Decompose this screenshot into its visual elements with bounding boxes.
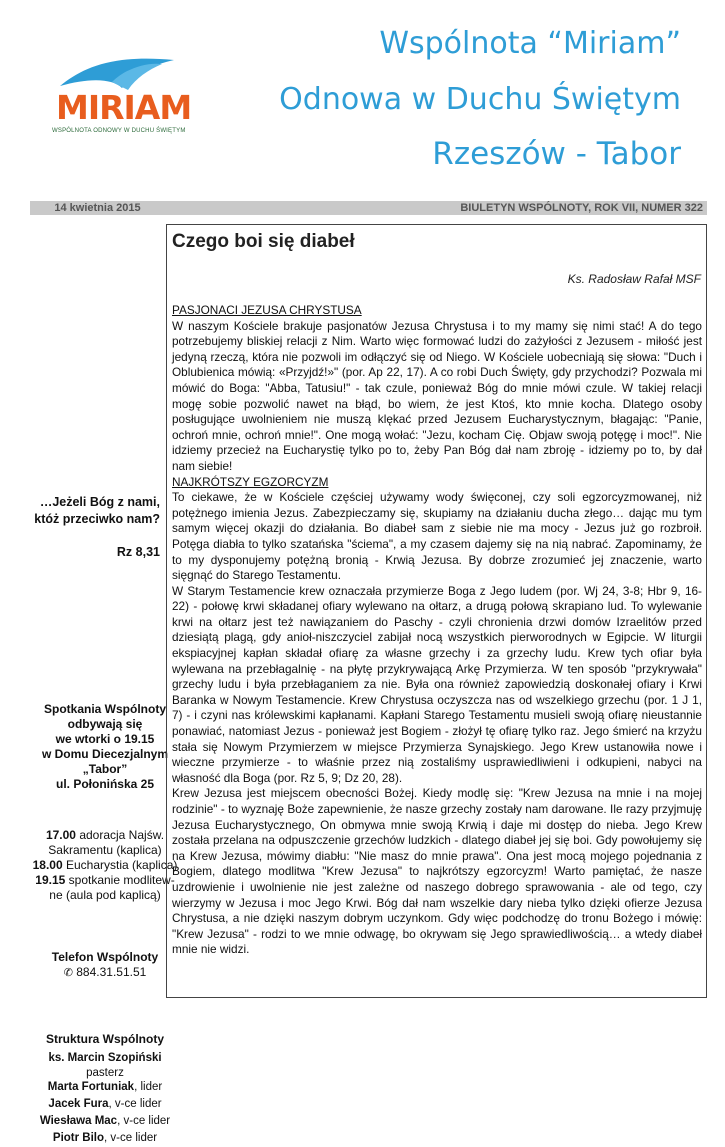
quote-reference: Rz 8,31 [116, 545, 160, 559]
article-paragraph: Krew Jezusa jest miejscem obecności Bożej. Kiedy modlę się: "Krew Jezusa na mnie i na mojej rodzinie" - to wyznaję Boże zapewnienie, że nasze grzechy zostały nam darowane. Ile razy przyjmuję Jezusa Eucharystycznego, On obmywa mnie swoją Krwią i daje mi dostęp do nieba. Jego Krew została przelana na odpuszczenie grzechów ludzkich - dlatego diabeł jej się boi. Gdy powołujemy się na Krew Jezusa, mówimy diabłu: "Nie masz do mnie prawa". Ona jest mocą mojego pojednania z Bogiem, dlatego modlitwa "Krew Jezusa" to najkrótszy egzorcyzm! Warto pamiętać, że nasze uzdrowienie i uwolnienie nie jest zależne od naszego dobrego sprawowania - ale od tego, czy wierzymy w Jezusa i moc Jego Krwi. Bóg dał nam wszelkie dary nieba tylko dzięki ofierze Jezusa Chrystusa, a nie dzięki naszym dobrym uczynkom. Gdy więc podchodzę do tronu Bożego i mówię: "Krew Jezusa" - rodzi to we mnie odwagę, bo okrywam się Jego sprawiedliwością… a wtedy diabeł mnie nie widzi. [172, 786, 702, 957]
schedule-line [30, 873, 180, 888]
section-heading: NAJKRÓTSZY EGZORCYZM [172, 474, 329, 489]
structure-member [30, 1067, 180, 1079]
quote-line: …Jeżeli Bóg z nami, [39, 495, 160, 509]
schedule-line [30, 858, 180, 873]
member-role: , v-ce lider [104, 1132, 158, 1144]
member-name: ks. Marcin Szopiński [48, 1052, 162, 1064]
schedule-time: 17.00 [45, 828, 76, 842]
logo-subtitle: WSPÓLNOTA ODNOWY W DUCHU ŚWIĘTYM [52, 128, 186, 134]
schedule-line [30, 828, 180, 843]
schedule [30, 828, 180, 903]
article-paragraph: To ciekawe, że w Kościele częściej używamy wody święconej, czy soli egzorcyzmowanej, niż potężnego imienia Jezus. Zabezpieczamy się, skupiamy na działaniu ducha złego… dając mu tym samym więcej okazji do działania. Bo diabeł sam z siebie nie ma mocy - Jezus już go rozbroił. Potęga diabła to tylko szatańska "ściema", a my czasem dajemy się na nią nabrać. Zapominamy, że to my dysponujemy potężną bronią - Krwią Jezusa. By dobrze zrozumieć jej znaczenie, warto sięgnąć do Starego Testamentu. [172, 490, 702, 583]
header-title-line1: Wspólnota “Miriam” [379, 26, 681, 61]
bulletin-number: BIULETYN WSPÓLNOTY, ROK VII, NUMER 322 [460, 202, 703, 214]
member-name: Marta Fortuniak [47, 1081, 135, 1093]
member-role: , v-ce lider [108, 1098, 162, 1110]
article-paragraph: W naszym Kościele brakuje pasjonatów Jezusa Chrystusa i to my mamy się nimi stać! A do tego potrzebujemy bliskiej relacji z Nim. Warto więc formować ludzi do zażyłości z Jezusem - miłość jest jedyną rzeczą, która nie pozwoli im odłączyć się od Niego. W Kościele uobecniają się słowa: "Duch i Oblubienica mówią: «Przyjdź!»" (por. Ap 22, 17). A co robi Duch Święty, gdy przychodzi? Pozwala mi mówić do Boga: "Abba, Tatusiu!" - tak czule, ponieważ Bóg do mnie mówi czule. W takiej relacji mogę sobie pozwolić nawet na błąd, bo wiem, że jest Ktoś, kto mnie kocha. Dlatego osoby posługujące uwolnieniem nie muszą klękać przed Jezusem Eucharystycznym, błagając: "Panie, ochroń mnie, ochroń mnie!". One mogą wołać: "Jezu, kocham Cię. Objaw swoją potęgę i moc!". Nie idziemy przecież na Eucharystię tylko po to, żeby Pan Bóg dał nam zbroję - idziemy po to, by dał nam siebie! [172, 318, 702, 473]
schedule-text: spotkanie modlitew- [65, 873, 175, 887]
community-structure [30, 1031, 180, 1147]
schedule-time: 19.15 [35, 873, 66, 887]
schedule-time: 18.00 [32, 858, 63, 872]
schedule-line [30, 843, 180, 858]
bulletin-bar [30, 201, 707, 215]
member-role: pasterz [86, 1067, 124, 1079]
structure-member [30, 1050, 180, 1067]
member-role: , lider [134, 1081, 163, 1093]
issue-date: 14 kwietnia 2015 [54, 202, 141, 214]
phone-icon: ✆ [63, 967, 73, 979]
meetings-line: we wtorki o 19.15 [55, 732, 155, 746]
header-title-line2: Odnowa w Duchu Świętym [279, 82, 681, 117]
meetings-line: w Domu Diecezjalnym [41, 747, 169, 761]
structure-member [30, 1096, 180, 1113]
phone-line [30, 965, 180, 981]
miriam-logo [52, 48, 192, 144]
logo-word: MIRIAM [56, 88, 192, 127]
phone-title: Telefon Wspólnoty [51, 950, 159, 964]
article-title: Czego boi się diabeł [172, 231, 355, 252]
sidebar [30, 224, 178, 1144]
quote-line: któż przeciwko nam? [34, 512, 160, 526]
article-paragraph: W Starym Testamencie krew oznaczała przymierze Boga z Jego ludem (por. Wj 24, 3-8; Hbr 9, 16-22) - połowę krwi składanej ofiary wylewano na ołtarz, a drugą połową skrapiano lud. To wylewanie krwi na ołtarz jest też nawiązaniem do Paschy - czyli chronienia drzwi domów Izraelitów przed dziesiątą plagą, gdy anioł-niszczyciel zabijał nocą wszystkich pierworodnych w Egipcie. W liturgii ekspiacyjnej kapłan składał ofiarę za własne grzechy i za grzechy ludu. Krew tych ofiar była wylewana na przebłagalnię - na płytę przykrywającą Arkę Przymierza. W ten sposób "przykrywała" grzechy ludu i była przebłaganiem za nie. Była ona również zapowiedzią doskonałej ofiary i Krwi Baranka w Nowym Testamencie. Krew Chrystusa oczyszcza nas od wszelkiego grzechu (por. 1 J 1, 7) - i czyni nas królewskimi kapłanami. Kapłani Starego Testamentu musieli swoją ofiarę nieustannie ponawiać, natomiast Jezus - ponieważ jest Bogiem - złożył tę ofiarę tylko raz. Jego śmierć na krzyżu stała się Nowym Przymierzem w miejsce Przymierza Synajskiego. Jego Krew ustanowiła nowe i wieczne przymierze - to właśnie przez nią zostaliśmy usprawiedliwieni i odkupieni, nabyci na własność dla Boga (por. Rz 5, 9; Dz 20, 28). [172, 583, 702, 785]
meetings-line: Spotkania Wspólnoty [43, 702, 166, 716]
meetings-line: odbywają się [67, 717, 143, 731]
meetings-line: ul. Połonińska 25 [55, 777, 155, 791]
section-heading: PASJONACI JEZUSA CHRYSTUSA [172, 303, 362, 317]
article-body [172, 303, 702, 958]
article-box [166, 224, 707, 998]
structure-member [30, 1130, 180, 1147]
meetings-line: „Tabor” [82, 762, 128, 776]
schedule-text: Eucharystia (kaplica) [62, 858, 178, 872]
phone-number: 884.31.51.51 [72, 965, 147, 979]
article-author: Ks. Radosław Rafał MSF [567, 272, 701, 286]
structure-member [30, 1079, 180, 1096]
member-role: , v-ce lider [117, 1115, 171, 1127]
schedule-text: Sakramentu (kaplica) [48, 843, 162, 857]
meetings-info [30, 702, 180, 792]
member-name: Jacek Fura [48, 1098, 109, 1110]
member-name: Piotr Bilo [52, 1132, 105, 1144]
schedule-line [30, 888, 180, 903]
schedule-text: ne (aula pod kaplicą) [49, 888, 161, 902]
schedule-text: adoracja Najśw. [75, 828, 165, 842]
header-title-line3: Rzeszów - Tabor [432, 136, 681, 172]
sidebar-quote [20, 494, 160, 528]
structure-title: Struktura Wspólnoty [45, 1032, 164, 1046]
member-name: Wiesława Mac [39, 1115, 118, 1127]
phone-info [30, 950, 180, 981]
structure-member [30, 1113, 180, 1130]
